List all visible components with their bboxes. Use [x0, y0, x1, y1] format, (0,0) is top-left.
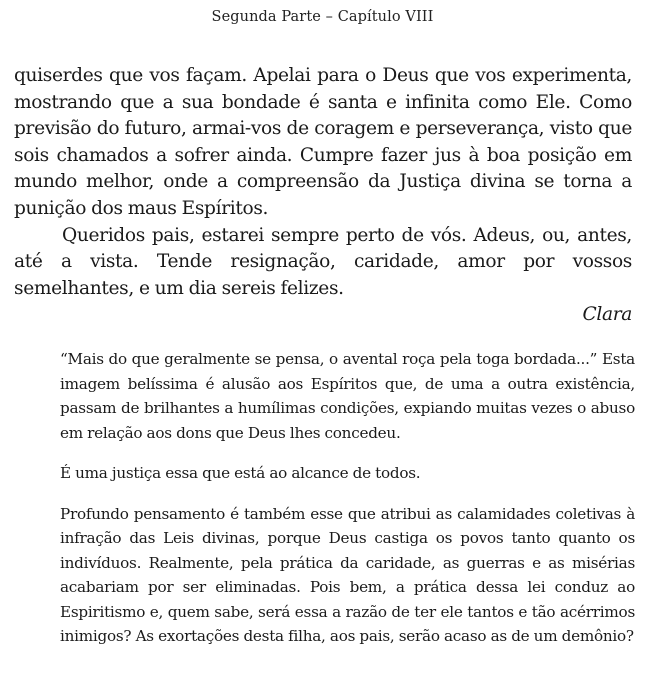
- signature: Clara: [582, 304, 632, 326]
- commentary-block: [60, 347, 635, 665]
- commentary-paragraph: Profundo pensamento é também esse que atribui as calamidades coletivas à infração das Leis divinas, porque Deus castiga os povos tanto quanto os indivíduos. Realmente, pela prática da caridade, as guerras e as misérias acabariam por ser eliminadas. Pois bem, a prática dessa lei conduz ao Espiritismo e, quem sabe, será essa a razão de ter ele tantos e tão acérrimos inimigos? As exortações desta filha, aos pais, serão acaso as de um demônio?: [60, 504, 635, 645]
- commentary-paragraph: É uma justiça essa que está ao alcance de todos.: [60, 464, 421, 482]
- message-text: [14, 63, 632, 329]
- message-paragraph: Queridos pais, estarei sempre perto de vós. Adeus, ou, antes, até a vista. Tende resignação, caridade, amor por vossos semelhantes, e um dia sereis felizes.: [14, 224, 632, 299]
- message-paragraph: quiserdes que vos façam. Apelai para o Deus que vos experimenta, mostrando que a sua bondade é santa e infinita como Ele. Como previsão do futuro, armai-vos de coragem e perseverança, visto que sois chamados a sofrer ainda. Cumpre fazer jus à boa posição em mundo melhor, onde a compreensão da Justiça divina se torna a punição dos maus Espíritos.: [14, 65, 632, 219]
- running-header: Segunda Parte – Capítulo VIII: [211, 9, 434, 25]
- commentary-paragraph: “Mais do que geralmente se pensa, o avental roça pela toga bordada...” Esta imagem belíssima é alusão aos Espíritos que, de uma a outra existência, passam de brilhantes a humílimas condições, expiando muitas vezes o abuso em relação aos dons que Deus lhes concedeu.: [60, 350, 635, 442]
